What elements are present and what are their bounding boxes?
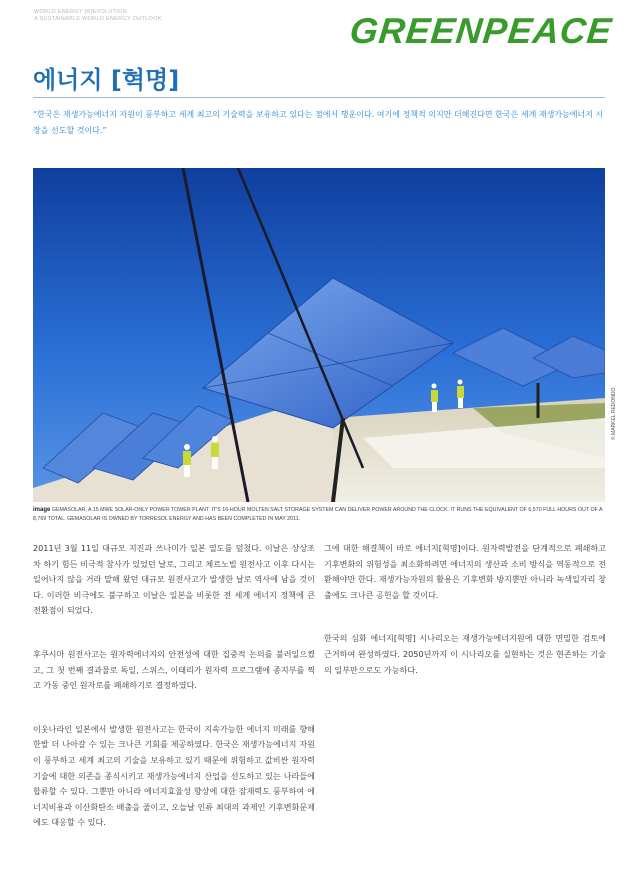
title-divider (33, 97, 605, 98)
page-title: 에너지 [혁명] (33, 66, 180, 94)
caption-label: image (33, 507, 51, 513)
left-paragraph-1: 2011년 3월 11일 대규모 지진과 쓰나미가 일본 열도를 덮쳤다. 이날은 상상조차 하기 힘든 비극적 참사가 있었던 날로, 그리고 체르노빌 원전사고 이후 다시는 일어나지 않을 거라 말해 왔던 대규모 원전사고가 발생한 날로 역사에 남을 것이다. 이러한 비극에도 불구하고 이날은 일본을 비롯한 전 세계 에너지 정책에 큰 전환점이 되었다. (33, 543, 315, 616)
series-line-2: A SUSTAINABLE WORLD ENERGY OUTLOOK (34, 16, 162, 22)
photo-credit: © MARKEL REDONDO (611, 387, 617, 440)
greenpeace-logo: GREENPEACE (347, 10, 615, 51)
series-line-1: WORLD ENERGY [R]EVOLUTION (34, 9, 127, 15)
right-paragraph-1: 그에 대한 해결책이 바로 에너지[혁명]이다. 원자력발전을 단계적으로 폐쇄하고 기후변화의 위험성을 최소화하려면 에너지의 생산과 소비 방식을 역동적으로 전환해야만 한다. 재생가능자원의 활용은 기후변화 방지뿐만 아니라 녹색일자리 창출에도 크나큰 공헌을 할 것이다. (324, 543, 606, 600)
intro-quote: “한국은 재생가능에너지 자원이 풍부하고 세계 최고의 기술력을 보유하고 있다는 점에서 행운이다. 여기에 정책적 의지만 더해진다면 한국은 세계 재생가능에너지 시장을 선도할 것이다.” (33, 110, 604, 135)
left-paragraph-2: 후쿠시마 원전사고는 원자력에너지의 안전성에 대한 집중적 논의를 불러일으켰고, 그 첫 번째 결과물로 독일, 스위스, 이태리가 원자력 프로그램에 종지부를 찍고 가동 중인 원자로를 폐쇄하기로 결정하였다. (33, 648, 315, 691)
solar-plant-photo (33, 168, 605, 502)
right-column (324, 541, 606, 678)
report-series-label (34, 9, 162, 23)
left-column (33, 541, 315, 831)
right-paragraph-2: 한국의 심화 에너지[혁명] 시나리오는 재생가능에너지원에 대한 면밀한 검토에 근거하여 완성하였다. 2050년까지 이 시나리오를 실현하는 것은 현존하는 기술의 일부만으로도 가능하다. (324, 633, 606, 675)
left-paragraph-3: 이웃나라인 일본에서 발생한 원전사고는 한국이 지속가능한 에너지 미래를 향해 한발 더 나아갈 수 있는 크나큰 기회를 제공하였다. 한국은 재생가능에너지 자원이 풍부하고 세계 최고의 기술을 보유하고 있기 때문에 위험하고 값비싼 원자력기술에 대한 의존을 종식시키고 재생가능에너지 산업을 선도하고 있는 나라들에 합류할 수 있다. 그뿐만 아니라 에너지효율성 향상에 대한 잠재력도 풍부하여 에너지비용과 이산화탄소 배출을 줄이고, 오늘날 인류 최대의 과제인 기후변화문제에도 대응할 수 있다. (33, 723, 315, 828)
photo-caption (33, 506, 605, 524)
caption-text: GEMASOLAR, A 15 MWE SOLAR-ONLY POWER TOWER PLANT. IT'S 16-HOUR MOLTEN SALT STORAGE SYSTEM CAN DELIVER POWER AROUND THE CLOCK. IT RUNS THE EQUIVALENT OF 6,570 FULL HOURS OUT OF A 8,769 TOTAL. GEMASOLAR IS OWNED BY TORRESOL ENERGY AND HAS BEEN COMPLETED IN MAY 2011. (33, 507, 603, 522)
